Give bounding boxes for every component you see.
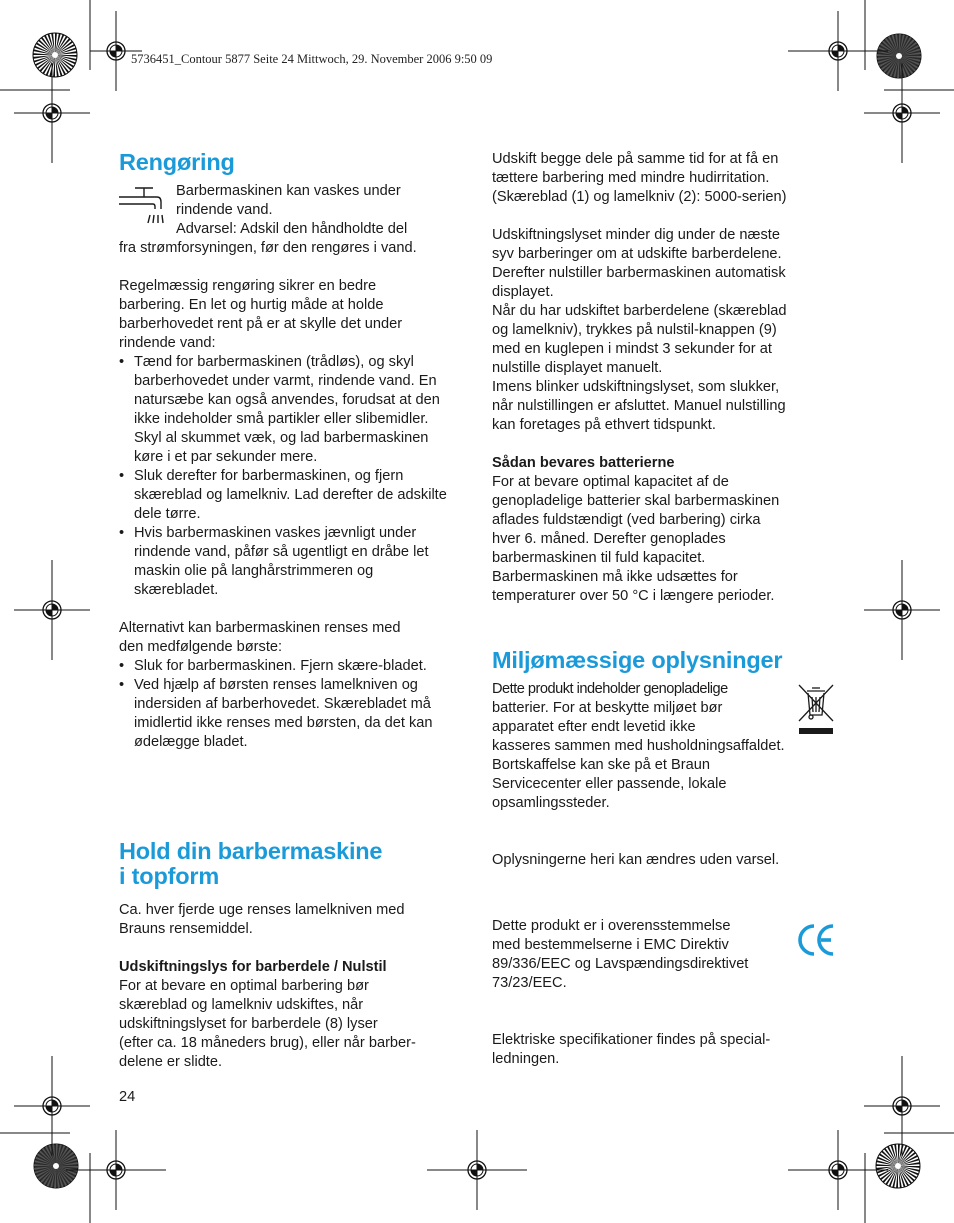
para-line: hver 6. måned. Derefter genoplades bbox=[492, 531, 726, 547]
right-column-top bbox=[492, 150, 837, 606]
para-line: barberhovedet rent på er at skylle det under bbox=[119, 316, 403, 332]
ce-body bbox=[492, 917, 802, 993]
para-line: displayet. bbox=[492, 284, 554, 300]
list-item: • Sluk for barbermaskinen. Fjern skære-bladet. bbox=[119, 657, 459, 676]
battery-heading: Sådan bevares batterierne bbox=[492, 455, 675, 471]
para-line: tættere barbering med mindre hudirritation. bbox=[492, 170, 770, 186]
para-line: nulstille displayet manuelt. bbox=[492, 360, 663, 376]
para-line: opsamlingssteder. bbox=[492, 795, 610, 811]
para-line: Bortskaffelse kan ske på et Braun bbox=[492, 757, 710, 773]
registration-mark-icon bbox=[90, 11, 142, 91]
para-line: Regelmæssig rengøring sikrer en bedre bbox=[119, 278, 377, 294]
list-item: • Ved hjælp af børsten renses lamelkniven og indersiden af barberhovedet. Skærebladet må imidlertid ikke renses med børsten, da det kan ødelægge bladet. bbox=[119, 676, 459, 752]
brush-bullets bbox=[119, 657, 459, 752]
para-line: med bestemmelserne i EMC Direktiv bbox=[492, 937, 729, 953]
cleaning-title: Rengøring bbox=[119, 149, 235, 175]
ce-mark-icon bbox=[795, 922, 837, 963]
para-line: batterier. For at beskytte miljøet bør bbox=[492, 700, 723, 716]
para-line: rindende vand: bbox=[119, 335, 216, 351]
intro-line: Advarsel: Adskil den håndholdte del bbox=[176, 221, 408, 237]
para-line: Derefter nulstiller barbermaskinen automatisk bbox=[492, 265, 786, 281]
cleaning-section bbox=[119, 150, 464, 175]
para-line: temperaturer over 50 °C i længere perioder. bbox=[492, 588, 775, 604]
registration-mark-icon bbox=[427, 1130, 527, 1210]
para-line: Barbermaskinen må ikke udsættes for bbox=[492, 569, 738, 585]
para-line: aflades fuldstændigt (ved barbering) cirka bbox=[492, 512, 761, 528]
para-line: delene er slidte. bbox=[119, 1054, 223, 1070]
para-line: Imens blinker udskiftningslyset, som slukker, bbox=[492, 379, 780, 395]
para-line: Ca. hver fjerde uge renses lamelkniven med bbox=[119, 902, 405, 918]
para-line: udskiftningslyset for barberdele (8) lyser bbox=[119, 1016, 378, 1032]
para-line: (efter ca. 18 måneders brug), eller når barber- bbox=[119, 1035, 416, 1051]
intro-line: Barbermaskinen kan vaskes under bbox=[176, 183, 401, 199]
cleaning-bullets bbox=[119, 353, 459, 600]
env-section bbox=[492, 648, 837, 673]
para-line: 89/336/EEC og Lavspændingsdirektivet bbox=[492, 956, 749, 972]
topform-body bbox=[119, 901, 469, 1072]
cleaning-body bbox=[119, 239, 469, 752]
para-line: ledningen. bbox=[492, 1051, 560, 1067]
env-title: Miljømæssige oplysninger bbox=[492, 647, 783, 673]
para-line: når nulstillingen er afsluttet. Manuel nulstilling bbox=[492, 398, 786, 414]
para-line: skæreblad og lamelkniv udskiftes, når bbox=[119, 997, 364, 1013]
crossed-out-wheelie-bin-icon bbox=[797, 683, 835, 742]
water-tap-icon bbox=[117, 185, 165, 234]
para-line: barbering. En let og hurtig måde at holde bbox=[119, 297, 384, 313]
para-line: kasseres sammen med husholdningsaffaldet. bbox=[492, 738, 785, 754]
para-line: syv barberinger om at udskifte barberdelene. bbox=[492, 246, 782, 262]
para-line: Brauns rensemiddel. bbox=[119, 921, 253, 937]
para-line: den medfølgende børste: bbox=[119, 639, 283, 655]
para-line: Dette produkt er i overensstemmelse bbox=[492, 918, 731, 934]
notice-text bbox=[492, 851, 837, 870]
para-line: Udskiftningslyset minder dig under de næste bbox=[492, 227, 780, 243]
para-line: Dette produkt indeholder genopladelige bbox=[492, 681, 728, 697]
para-line: Alternativt kan barbermaskinen renses med bbox=[119, 620, 401, 636]
para-line: 73/23/EEC. bbox=[492, 975, 567, 991]
env-body bbox=[492, 680, 837, 813]
para-line: For at bevare en optimal barbering bør bbox=[119, 978, 369, 994]
list-item: • Tænd for barbermaskinen (trådløs), og skyl barberhovedet under varmt, rindende vand. En natursæbe kan også anvendes, forudsat at den ikke indeholder små partikler eller slibemidler. Skyl al skummet væk, og lad barbermaskinen køre i et par sekunder mere. bbox=[119, 353, 459, 467]
registration-mark-icon bbox=[14, 63, 90, 163]
page-number: 24 bbox=[119, 1089, 136, 1105]
para-line: og lamelkniv), trykkes på nulstil-knappen (9) bbox=[492, 322, 777, 338]
registration-mark-icon bbox=[14, 560, 90, 660]
topform-title-line1: Hold din barbermaskine bbox=[119, 838, 383, 864]
para-line: apparatet efter endt levetid ikke bbox=[492, 719, 696, 735]
notice-line: Oplysningerne heri kan ændres uden varsel. bbox=[492, 852, 780, 868]
para-line: Udskift begge dele på samme tid for at få en bbox=[492, 151, 779, 167]
para-line: kan foretages på ethvert tidspunkt. bbox=[492, 417, 716, 433]
para-line: (Skæreblad (1) og lamelkniv (2): 5000-serien) bbox=[492, 189, 787, 205]
list-item: • Sluk derefter for barbermaskinen, og fjern skæreblad og lamelkniv. Lad derefter de adskilte dele tørre. bbox=[119, 467, 459, 524]
topform-title-line2: i topform bbox=[119, 863, 220, 889]
subheading: Udskiftningslys for barberdele / Nulstil bbox=[119, 959, 387, 975]
para-line: genopladelige batterier skal barbermaskinen bbox=[492, 493, 780, 509]
registration-mark-icon bbox=[864, 560, 940, 660]
para-line: Når du har udskiftet barberdelene (skæreblad bbox=[492, 303, 787, 319]
registration-mark-icon bbox=[788, 1130, 888, 1210]
registration-mark-icon bbox=[864, 63, 940, 163]
registration-mark-icon bbox=[66, 1130, 166, 1210]
para-line: Elektriske specifikationer findes på special- bbox=[492, 1032, 771, 1048]
para-line: Servicecenter eller passende, lokale bbox=[492, 776, 727, 792]
list-item: • Hvis barbermaskinen vaskes jævnligt under rindende vand, påfør så ugentligt en dråbe let maskin olie på langhårstrimmeren og skærebladet. bbox=[119, 524, 459, 600]
para-line: For at bevare optimal kapacitet af de bbox=[492, 474, 729, 490]
intro-line: rindende vand. bbox=[176, 202, 273, 218]
electrical-body bbox=[492, 1031, 837, 1069]
intro-last-line: fra strømforsyningen, før den rengøres i vand. bbox=[119, 240, 417, 256]
topform-section bbox=[119, 839, 464, 889]
para-line: barbermaskinen til fuld kapacitet. bbox=[492, 550, 706, 566]
print-header-line: 5736451_Contour 5877 Seite 24 Mittwoch, 29. November 2006 9:50 09 bbox=[131, 52, 493, 66]
para-line: med en kuglepen i mindst 3 sekunder for at bbox=[492, 341, 772, 357]
cleaning-intro bbox=[176, 182, 466, 239]
